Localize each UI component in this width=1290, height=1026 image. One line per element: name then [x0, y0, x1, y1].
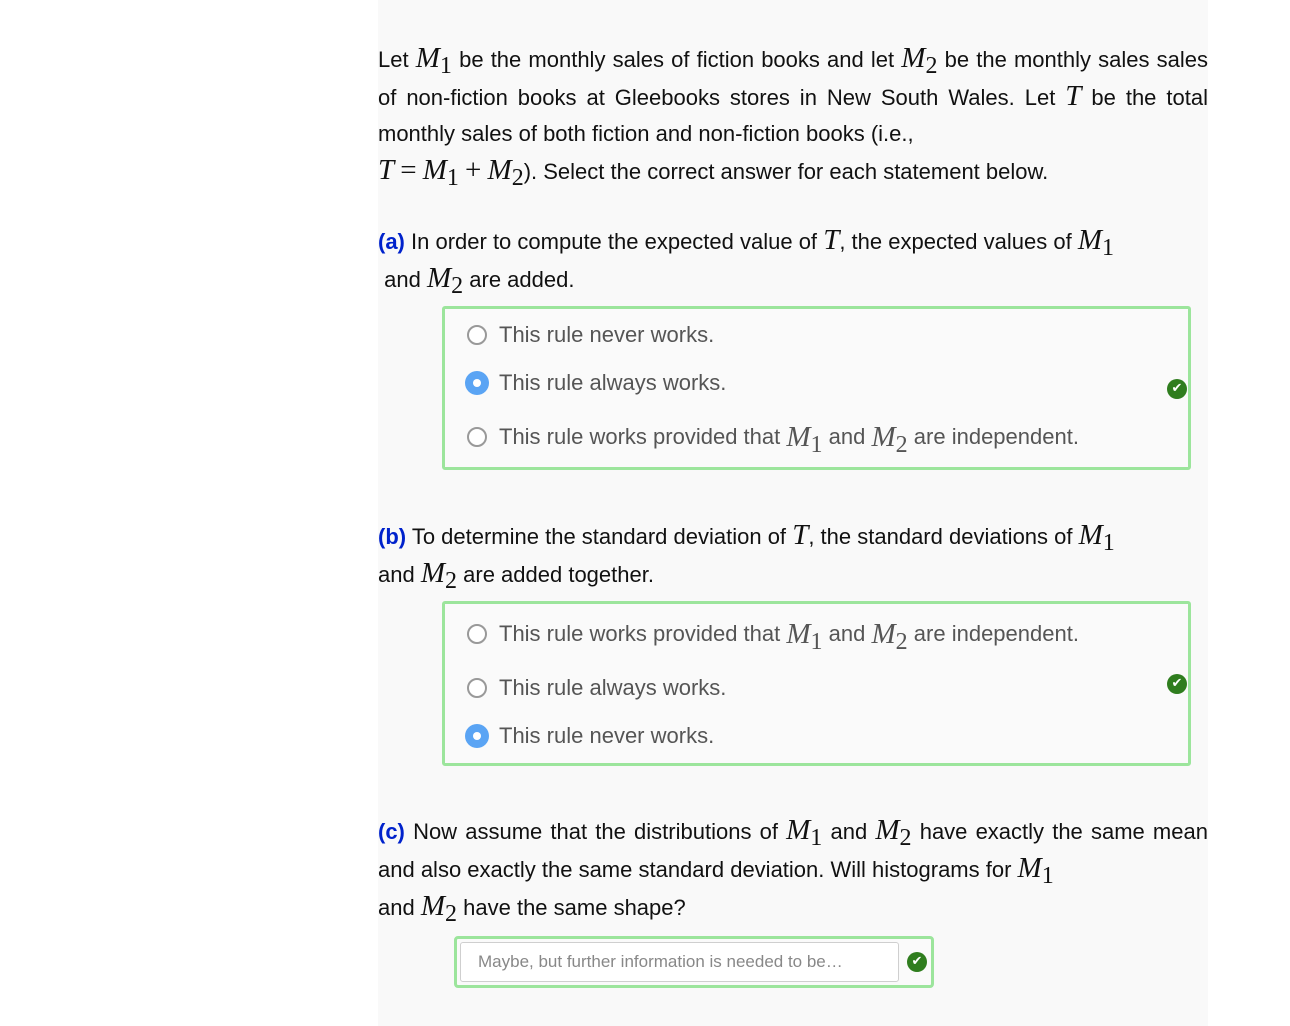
radio-button-selected[interactable] [465, 724, 489, 748]
answer-dropdown[interactable]: Maybe, but further information is needed to be… [460, 942, 899, 982]
option-label: and [828, 621, 866, 646]
radio-button-selected[interactable] [465, 371, 489, 395]
question-c-prompt [378, 812, 1208, 926]
question-text: are added. [469, 267, 575, 292]
intro-text: Let [378, 47, 409, 72]
math-t: T [792, 519, 809, 551]
question-text: and [830, 819, 868, 844]
radio-button[interactable] [467, 427, 487, 447]
question-text: are added together. [463, 562, 654, 587]
option-label: This rule always works. [499, 370, 727, 395]
math-m1: $M_1$ [1017, 852, 1054, 889]
math-plus: + [465, 154, 482, 186]
question-panel [378, 0, 1208, 1026]
math-m2: $M_2$ [871, 617, 908, 655]
question-a-prompt [378, 222, 1208, 298]
correct-check-icon: ✔ [1167, 674, 1187, 694]
math-m2: $M_2$ [420, 557, 458, 594]
option-label: This rule never works. [499, 322, 715, 347]
math-t: T [378, 154, 395, 186]
math-m1: $M_1$ [1077, 224, 1114, 261]
option-a-never[interactable] [467, 317, 714, 353]
option-label: This rule works provided that [499, 424, 781, 449]
question-b-prompt [378, 517, 1208, 593]
math-m2: $M_2$ [426, 262, 464, 299]
intro-paragraph [378, 40, 1208, 190]
question-text: and [378, 895, 415, 920]
option-a-always[interactable] [467, 365, 726, 401]
question-text: Now assume that the distributions of [413, 819, 778, 844]
question-text: and [384, 267, 421, 292]
option-b-never[interactable] [467, 718, 714, 754]
math-m1: $M_1$ [786, 420, 823, 458]
question-text: have exactly the same mean and also exactly the same standard deviation. Will histograms for [378, 819, 1208, 882]
question-b-options [442, 601, 1191, 766]
math-m2: $M_2$ [420, 890, 458, 927]
option-label: and [828, 424, 866, 449]
correct-check-icon: ✔ [907, 952, 927, 972]
option-b-independent[interactable] [467, 616, 1079, 655]
question-text: have the same shape? [463, 895, 686, 920]
math-m2: $M_2$ [875, 814, 912, 851]
option-label: This rule always works. [499, 675, 727, 700]
question-text: , the expected values of [839, 229, 1072, 254]
math-m1: $M_1$ [786, 617, 823, 655]
option-a-independent[interactable] [467, 419, 1079, 458]
math-m2: $M_2$ [871, 420, 908, 458]
question-text: and [378, 562, 415, 587]
question-b-tag: (b) [378, 524, 407, 549]
math-m2: $M_2$ [487, 154, 524, 191]
question-a-tag: (a) [378, 229, 405, 254]
question-a-options [442, 306, 1191, 470]
intro-text: ). Select the correct answer for each statement below. [523, 159, 1049, 184]
math-t: T [823, 224, 840, 256]
option-b-always[interactable] [467, 670, 726, 706]
math-m1: $M_1$ [415, 42, 452, 79]
question-text: In order to compute the expected value of [411, 229, 818, 254]
option-label: are independent. [913, 621, 1079, 646]
math-m1: $M_1$ [786, 814, 823, 851]
question-c-answer-box [454, 936, 934, 988]
option-label: This rule never works. [499, 723, 715, 748]
question-text: To determine the standard deviation of [411, 524, 787, 549]
radio-button[interactable] [467, 325, 487, 345]
math-m2: $M_2$ [901, 42, 938, 79]
question-text: , the standard deviations of [808, 524, 1073, 549]
math-t: T [1065, 80, 1082, 112]
math-m1: $M_1$ [422, 154, 459, 191]
radio-button[interactable] [467, 678, 487, 698]
radio-button[interactable] [467, 624, 487, 644]
intro-text: be the monthly sales sales of non-fiction books at Gleebooks stores in New South Wales. Let [378, 47, 1208, 110]
intro-text: be the monthly sales of fiction books and let [459, 47, 895, 72]
option-label: are independent. [913, 424, 1079, 449]
math-equals: = [400, 154, 417, 186]
correct-check-icon: ✔ [1167, 379, 1187, 399]
math-m1: $M_1$ [1078, 519, 1115, 556]
question-c-tag: (c) [378, 819, 405, 844]
option-label: This rule works provided that [499, 621, 781, 646]
intro-text: be the total monthly sales of both fiction and non-fiction books (i.e., [378, 85, 1208, 146]
